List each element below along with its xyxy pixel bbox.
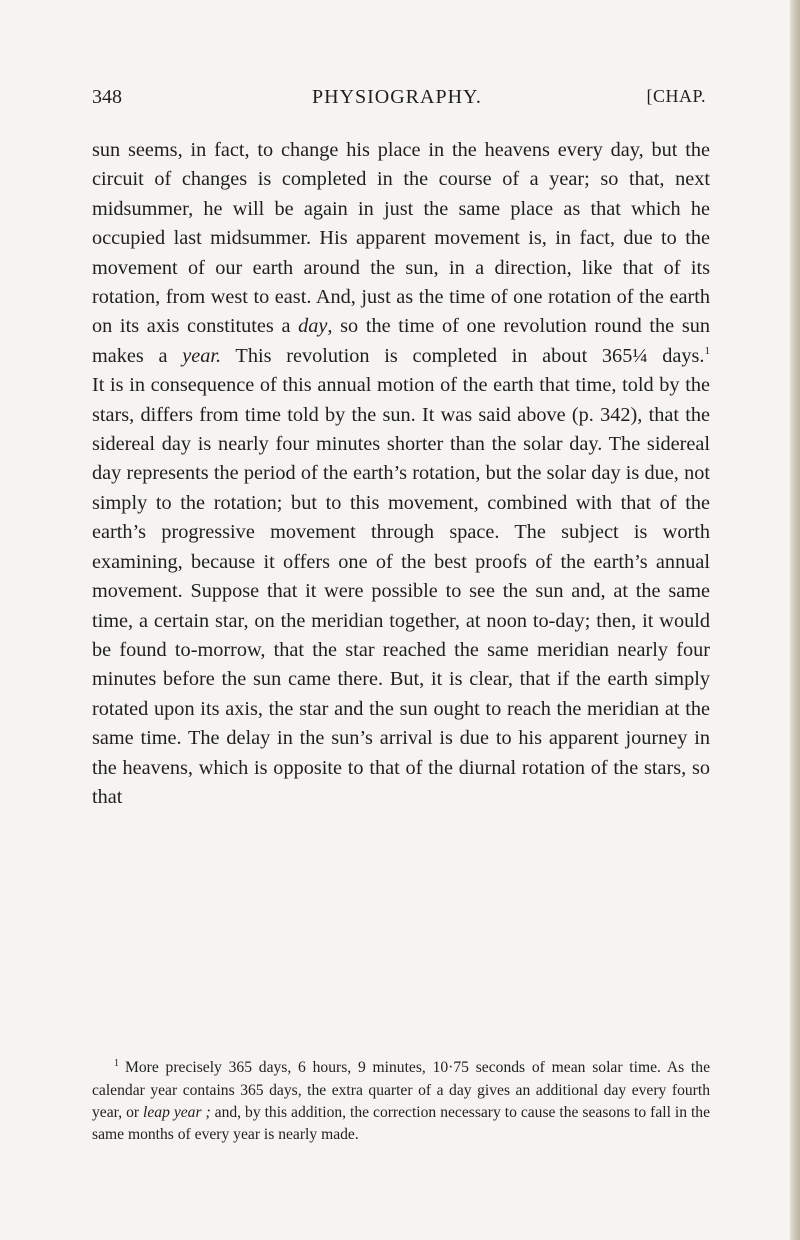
page-header	[92, 86, 706, 116]
footnote-reference: 1	[704, 345, 710, 358]
page-number: 348	[92, 86, 122, 108]
emphasis-leap-year: leap year ;	[143, 1104, 211, 1121]
emphasis-year: year.	[182, 344, 222, 367]
emphasis-day: day	[298, 315, 328, 338]
footnote-text-b: and, by this addition, the correction necessary to cause the seasons to fall in the same months of every year is nearly made.	[92, 1104, 710, 1144]
paragraph-1	[92, 136, 710, 371]
chapter-marker: [CHAP.	[646, 86, 706, 106]
footnote-text-a: More precisely 365 days, 6 hours, 9 minutes, 10·75 seconds of mean solar time. As the calendar year contains 365 days, the extra quarter of a day gives an additional day every fourth year, or	[92, 1059, 710, 1121]
paragraph-1-text-c: This revolution is completed in about 365¼ days.	[221, 344, 705, 367]
footnotes	[92, 1053, 710, 1147]
body-text	[92, 136, 710, 812]
paragraph-2: It is in consequence of this annual motion of the earth that time, told by the stars, differs from time told by the sun. It was said above (p. 342), that the sidereal day is nearly four minutes shorter than the solar day. The sidereal day represents the period of the earth’s rotation, but the solar day is due, not simply to the rotation; but to this movement, combined with that of the earth’s progressive movement through space. The subject is worth examining, because it offers one of the best proofs of the earth’s annual movement. Suppose that it were possible to see the sun and, at the same time, a certain star, on the meridian together, at noon to-day; then, it would be found to-morrow, that the star reached the same meridian nearly four minutes before the sun came there. But, it is clear, that if the earth simply rotated upon its axis, the star and the sun ought to reach the meridian at the same time. The delay in the sun’s arrival is due to his apparent journey in the heavens, which is opposite to that of the diurnal rotation of the stars, so that	[92, 374, 710, 808]
paragraph-1-text-a: sun seems, in fact, to change his place in the heavens every day, but the circuit of changes is completed in the course of a year; so that, next midsummer, he will be again in just the same place as that which he occupied last midsummer. His apparent movement is, in fact, due to the movement of our earth around the sun, in a direction, like that of its rotation, from west to east. And, just as the time of one rotation of the earth on its axis constitutes a	[92, 139, 710, 338]
paragraph-1-text-b: , so the time of one revolution round the sun makes a	[92, 315, 711, 367]
page-edge	[790, 0, 800, 1240]
footnote-1	[92, 1053, 710, 1147]
footnote-mark: 1	[114, 1058, 119, 1069]
running-title: PHYSIOGRAPHY.	[312, 86, 482, 108]
